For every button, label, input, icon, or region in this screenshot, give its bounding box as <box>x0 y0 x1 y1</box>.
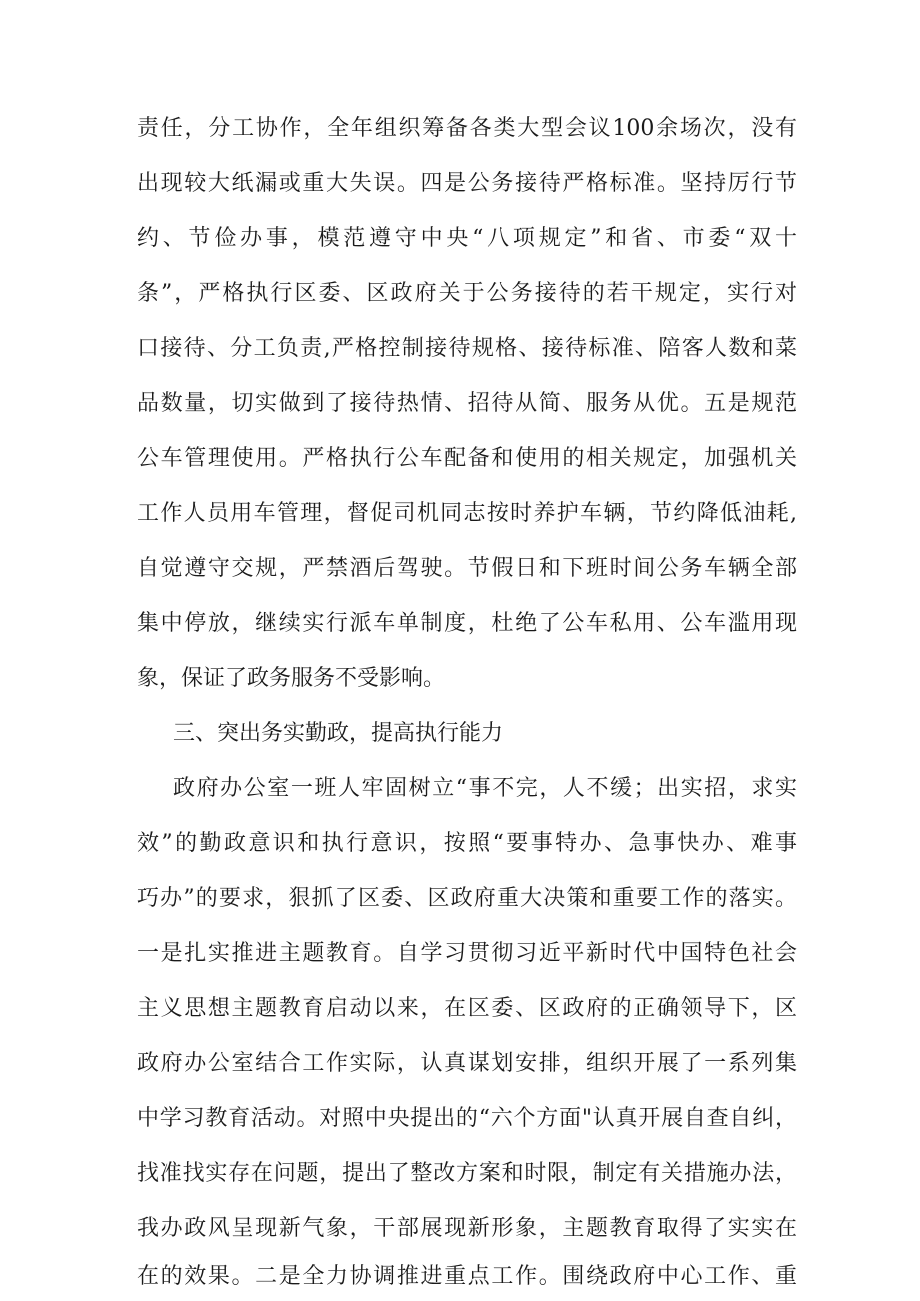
text-line: 在的效果。二是全力协调推进重点工作。围绕政府中心工作、重 <box>137 1264 797 1289</box>
text-line: 责任，分工协作，全年组织筹备各类大型会议100余场次，没有 <box>137 116 797 141</box>
text-line: 条”，严格执行区委、区政府关于公务接待的若干规定，实行对 <box>137 281 797 306</box>
text-line: 象，保证了政务服务不受影响。 <box>137 666 446 691</box>
text-line: 出现较大纸漏或重大失误。四是公务接待严格标准。坚持厉行节 <box>137 171 797 196</box>
text-line: 中学习教育活动。对照中央提出的“六个方面"认真开展自查自纠， <box>137 1106 797 1131</box>
text-line: 口接待、分工负责,严格控制接待规格、接待标准、陪客人数和菜 <box>137 336 797 361</box>
text-line: 我办政风呈现新气象，干部展现新形象，主题教育取得了实实在 <box>137 1216 797 1241</box>
text-line: 一是扎实推进主题教育。自学习贯彻习近平新时代中国特色社会 <box>137 941 797 966</box>
text-line: 品数量，切实做到了接待热情、招待从简、服务从优。五是规范 <box>137 391 797 416</box>
text-line: 集中停放，继续实行派车单制度，杜绝了公车私用、公车滥用现 <box>137 611 797 636</box>
text-line: 约、节俭办事，模范遵守中央“八项规定”和省、市委“双十 <box>137 226 797 251</box>
text-line: 主义思想主题教育启动以来，在区委、区政府的正确领导下，区 <box>137 996 797 1021</box>
text-line: 自觉遵守交规，严禁酒后驾驶。节假日和下班时间公务车辆全部 <box>137 556 797 581</box>
text-line: 工作人员用车管理，督促司机同志按时养护车辆，节约降低油耗, <box>137 501 797 526</box>
text-line: 找准找实存在问题，提出了整改方案和时限，制定有关措施办法， <box>137 1161 797 1186</box>
section-heading: 三、突出务实勤政，提高执行能力 <box>173 721 504 746</box>
text-line: 政府办公室一班人牢固树立“事不完，人不缓；出实招，求实 <box>173 776 797 801</box>
text-line: 公车管理使用。严格执行公车配备和使用的相关规定，加强机关 <box>137 446 797 471</box>
text-line: 巧办”的要求，狠抓了区委、区政府重大决策和重要工作的落实。 <box>137 886 797 911</box>
text-line: 政府办公室结合工作实际，认真谋划安排，组织开展了一系列集 <box>137 1051 797 1076</box>
text-line: 效”的勤政意识和执行意识，按照“要事特办、急事快办、难事 <box>137 831 797 856</box>
